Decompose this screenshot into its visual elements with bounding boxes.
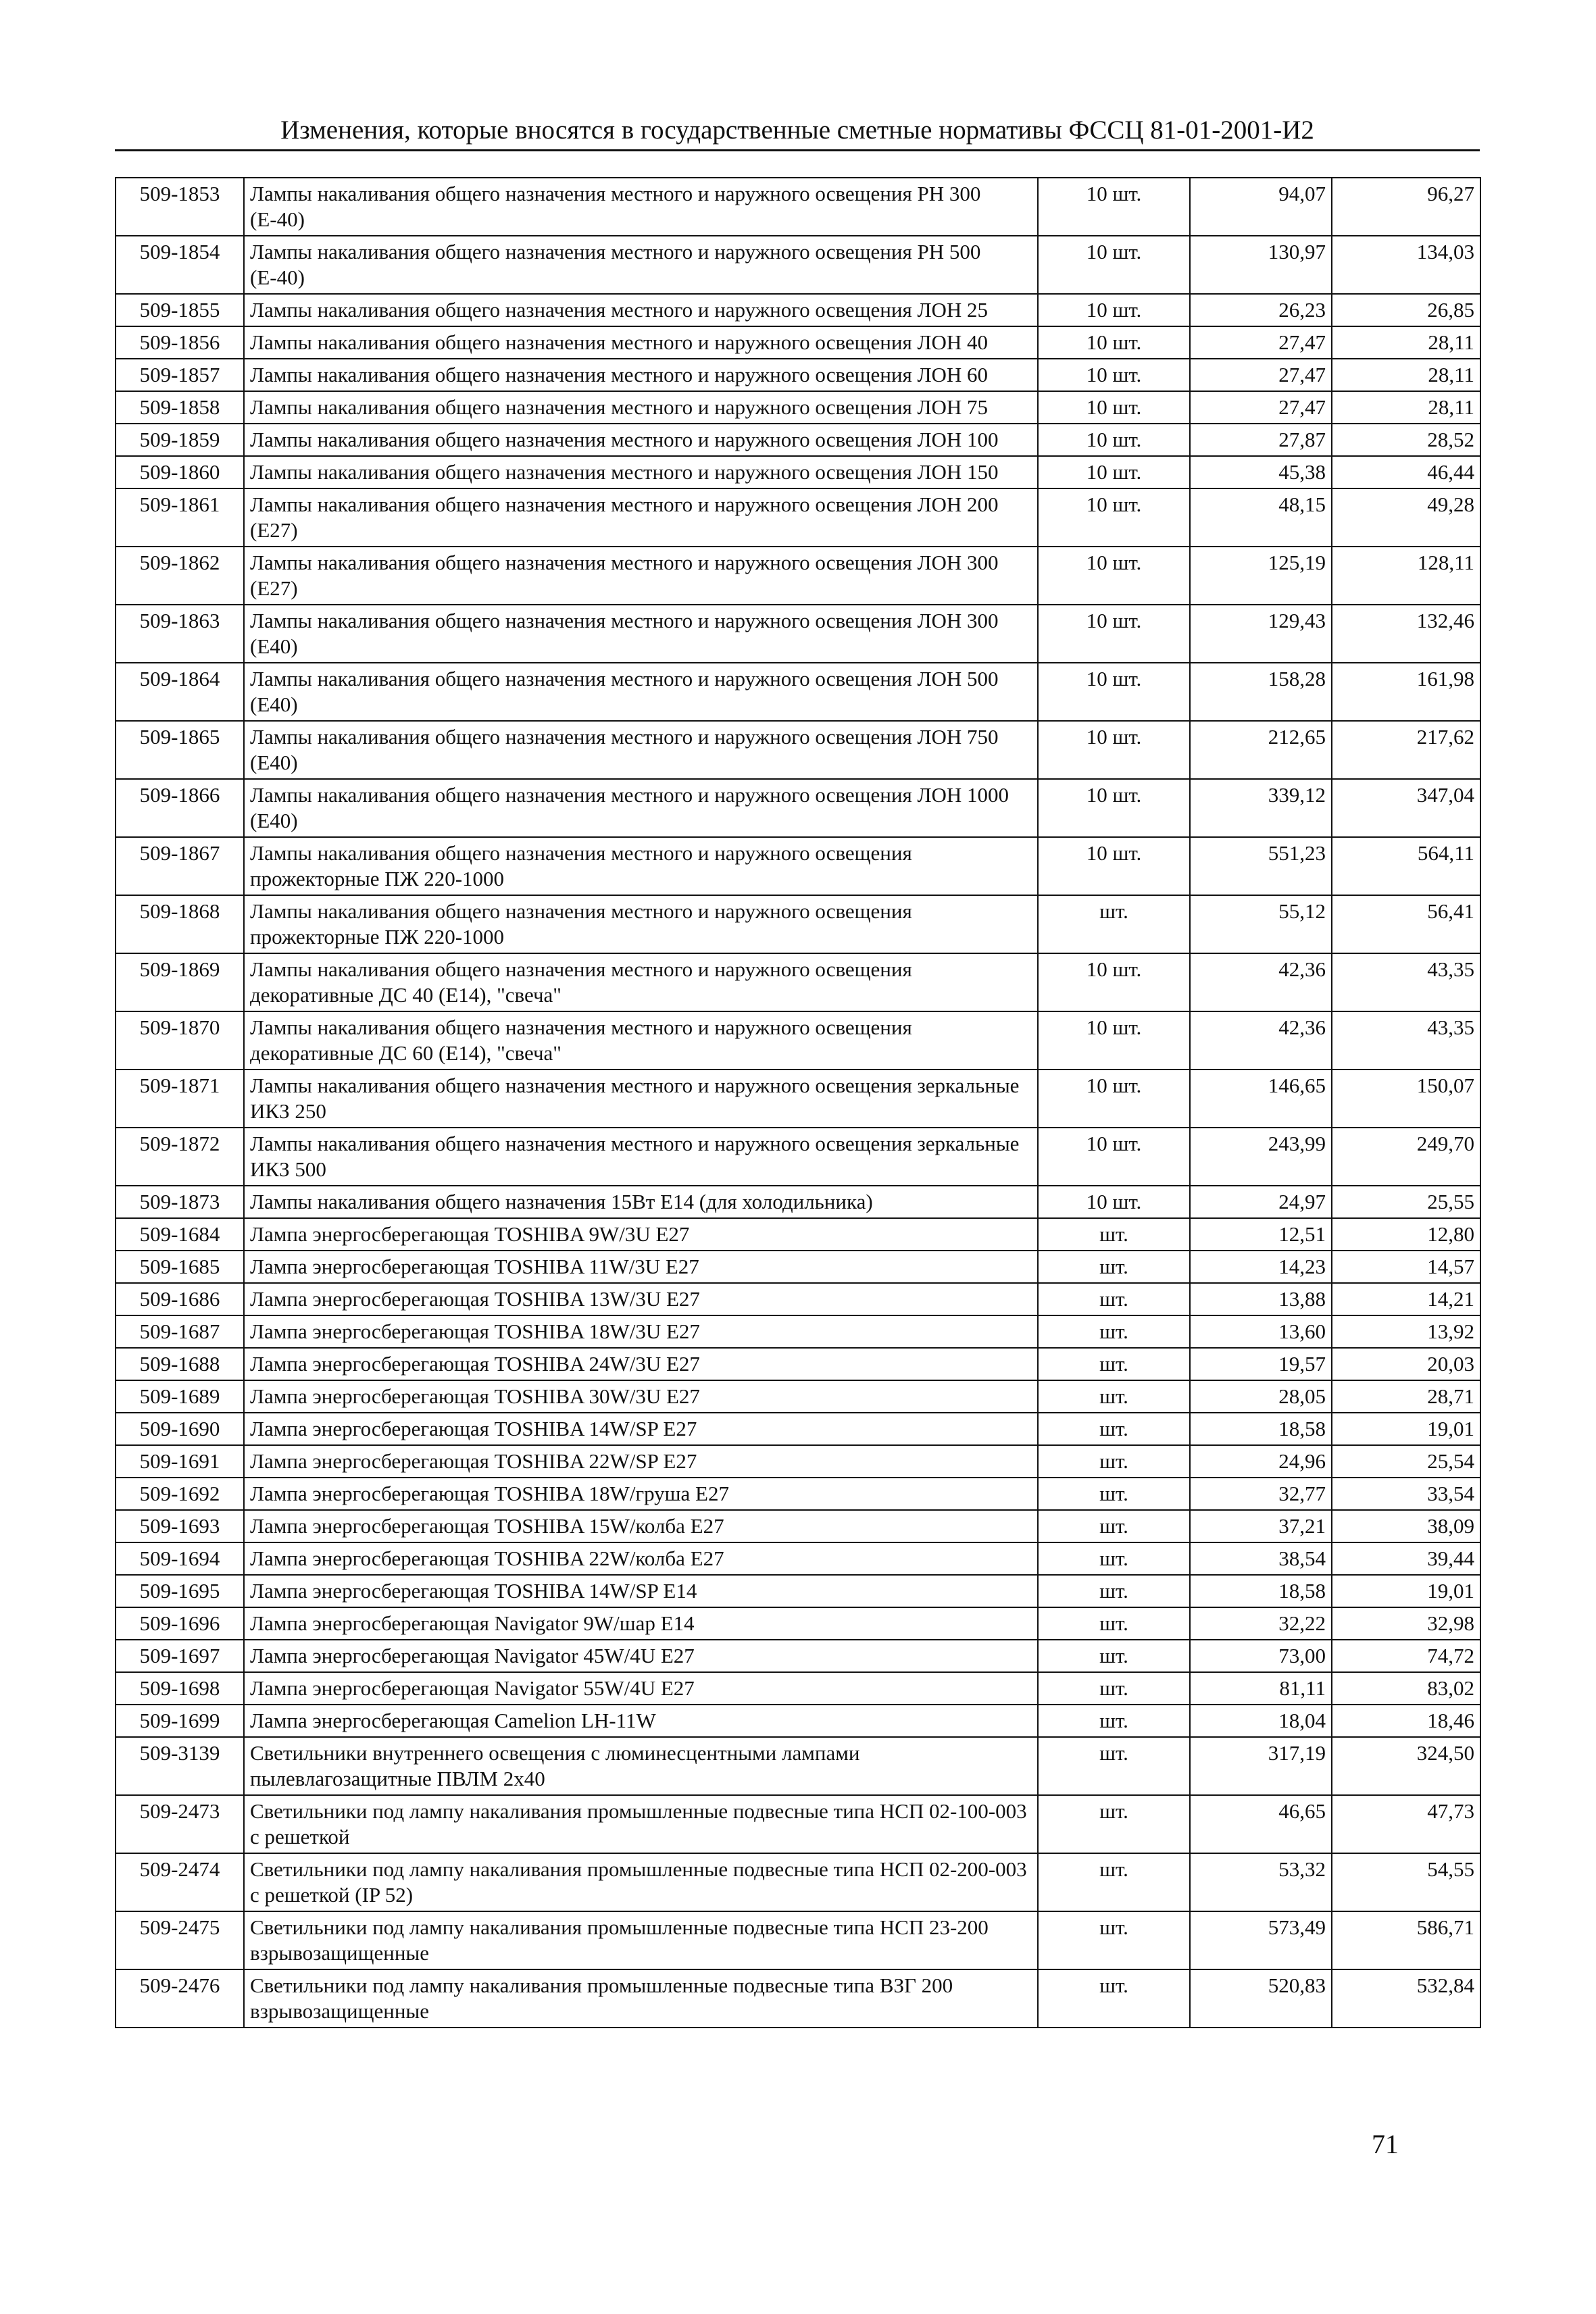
row-price-1: 27,87 <box>1190 424 1332 456</box>
table-row <box>116 1070 1480 1128</box>
row-code: 509-1858 <box>116 391 244 424</box>
row-price-1: 18,04 <box>1190 1705 1332 1737</box>
row-unit: шт. <box>1038 1575 1190 1607</box>
row-name: Лампа энергосберегающая TOSHIBA 13W/3U E27 <box>244 1283 1038 1315</box>
row-name: Лампа энергосберегающая TOSHIBA 18W/3U E27 <box>244 1315 1038 1348</box>
row-price-1: 48,15 <box>1190 488 1332 547</box>
row-price-2: 28,71 <box>1332 1380 1480 1413</box>
row-unit: 10 шт. <box>1038 779 1190 837</box>
row-code: 509-1684 <box>116 1218 244 1251</box>
table-row <box>116 1795 1480 1853</box>
row-price-2: 19,01 <box>1332 1413 1480 1445</box>
row-unit: 10 шт. <box>1038 294 1190 326</box>
row-unit: шт. <box>1038 1478 1190 1510</box>
row-unit: шт. <box>1038 1283 1190 1315</box>
row-code: 509-3139 <box>116 1737 244 1795</box>
row-name: Лампы накаливания общего назначения местного и наружного освещения ЛОН 1000 (Е40) <box>244 779 1038 837</box>
row-code: 509-1699 <box>116 1705 244 1737</box>
table-row <box>116 1911 1480 1969</box>
table-row <box>116 837 1480 895</box>
row-code: 509-1689 <box>116 1380 244 1413</box>
row-code: 509-1855 <box>116 294 244 326</box>
table-row <box>116 1575 1480 1607</box>
row-name: Лампа энергосберегающая TOSHIBA 14W/SP E14 <box>244 1575 1038 1607</box>
row-code: 509-1862 <box>116 547 244 605</box>
row-price-1: 14,23 <box>1190 1251 1332 1283</box>
row-code: 509-1691 <box>116 1445 244 1478</box>
row-name: Лампы накаливания общего назначения местного и наружного освещения РН 300 (Е-40) <box>244 178 1038 236</box>
row-price-2: 18,46 <box>1332 1705 1480 1737</box>
row-unit: 10 шт. <box>1038 236 1190 294</box>
row-code: 509-1688 <box>116 1348 244 1380</box>
row-name: Лампы накаливания общего назначения местного и наружного освещения РН 500 (Е-40) <box>244 236 1038 294</box>
row-name: Лампа энергосберегающая TOSHIBA 22W/SP E27 <box>244 1445 1038 1478</box>
row-price-2: 83,02 <box>1332 1672 1480 1705</box>
row-name: Лампы накаливания общего назначения местного и наружного освещения ЛОН 300 (Е40) <box>244 605 1038 663</box>
row-code: 509-2474 <box>116 1853 244 1911</box>
row-code: 509-1869 <box>116 953 244 1011</box>
row-unit: 10 шт. <box>1038 326 1190 359</box>
row-price-2: 150,07 <box>1332 1070 1480 1128</box>
row-code: 509-1857 <box>116 359 244 391</box>
row-price-1: 45,38 <box>1190 456 1332 488</box>
table-row <box>116 605 1480 663</box>
row-code: 509-1864 <box>116 663 244 721</box>
table-row <box>116 1186 1480 1218</box>
row-name: Лампы накаливания общего назначения местного и наружного освещения ЛОН 40 <box>244 326 1038 359</box>
row-name: Светильники под лампу накаливания промышленные подвесные типа НСП 23-200 взрывозащищенные <box>244 1911 1038 1969</box>
row-price-2: 586,71 <box>1332 1911 1480 1969</box>
row-name: Лампы накаливания общего назначения местного и наружного освещения зеркальные ИКЗ 500 <box>244 1128 1038 1186</box>
row-price-2: 25,54 <box>1332 1445 1480 1478</box>
row-name: Лампа энергосберегающая TOSHIBA 22W/колба E27 <box>244 1542 1038 1575</box>
table-row <box>116 1315 1480 1348</box>
row-code: 509-1853 <box>116 178 244 236</box>
row-price-1: 146,65 <box>1190 1070 1332 1128</box>
table-row <box>116 1672 1480 1705</box>
row-unit: шт. <box>1038 1853 1190 1911</box>
table-row <box>116 1251 1480 1283</box>
row-price-2: 28,11 <box>1332 391 1480 424</box>
row-name: Лампа энергосберегающая Navigator 9W/шар E14 <box>244 1607 1038 1640</box>
row-price-1: 27,47 <box>1190 391 1332 424</box>
row-price-2: 28,11 <box>1332 326 1480 359</box>
row-price-1: 12,51 <box>1190 1218 1332 1251</box>
row-price-1: 19,57 <box>1190 1348 1332 1380</box>
table-row <box>116 236 1480 294</box>
row-name: Лампа энергосберегающая TOSHIBA 14W/SP E27 <box>244 1413 1038 1445</box>
table-row <box>116 1510 1480 1542</box>
row-unit: шт. <box>1038 1445 1190 1478</box>
table-row <box>116 1640 1480 1672</box>
row-price-1: 520,83 <box>1190 1969 1332 2028</box>
row-name: Светильники внутреннего освещения с люминесцентными лампами пылевлагозащитные ПВЛМ 2х40 <box>244 1737 1038 1795</box>
row-code: 509-1695 <box>116 1575 244 1607</box>
row-unit: шт. <box>1038 1672 1190 1705</box>
page-header-title: Изменения, которые вносятся в государственные сметные нормативы ФССЦ 81-01-2001-И2 <box>280 116 1314 145</box>
table-row <box>116 1380 1480 1413</box>
row-name: Лампы накаливания общего назначения местного и наружного освещения ЛОН 500 (Е40) <box>244 663 1038 721</box>
row-name: Лампы накаливания общего назначения местного и наружного освещения ЛОН 200 (Е27) <box>244 488 1038 547</box>
row-code: 509-1867 <box>116 837 244 895</box>
row-price-2: 14,21 <box>1332 1283 1480 1315</box>
row-unit: шт. <box>1038 1542 1190 1575</box>
row-price-1: 18,58 <box>1190 1575 1332 1607</box>
row-price-1: 27,47 <box>1190 359 1332 391</box>
row-unit: 10 шт. <box>1038 391 1190 424</box>
table-row <box>116 1478 1480 1510</box>
row-unit: шт. <box>1038 1510 1190 1542</box>
row-price-2: 74,72 <box>1332 1640 1480 1672</box>
row-unit: шт. <box>1038 1969 1190 2028</box>
row-unit: 10 шт. <box>1038 424 1190 456</box>
row-price-2: 347,04 <box>1332 779 1480 837</box>
row-price-1: 130,97 <box>1190 236 1332 294</box>
row-unit: шт. <box>1038 1705 1190 1737</box>
table-row <box>116 1969 1480 2028</box>
price-table-body <box>116 178 1480 2028</box>
row-price-2: 25,55 <box>1332 1186 1480 1218</box>
row-unit: 10 шт. <box>1038 547 1190 605</box>
table-row <box>116 456 1480 488</box>
row-price-1: 32,77 <box>1190 1478 1332 1510</box>
row-name: Лампа энергосберегающая TOSHIBA 15W/колба E27 <box>244 1510 1038 1542</box>
row-code: 509-1860 <box>116 456 244 488</box>
row-price-1: 81,11 <box>1190 1672 1332 1705</box>
row-code: 509-1698 <box>116 1672 244 1705</box>
row-name: Светильники под лампу накаливания промышленные подвесные типа ВЗГ 200 взрывозащищенные <box>244 1969 1038 2028</box>
table-row <box>116 178 1480 236</box>
row-code: 509-2475 <box>116 1911 244 1969</box>
row-code: 509-1690 <box>116 1413 244 1445</box>
row-name: Лампа энергосберегающая TOSHIBA 24W/3U E27 <box>244 1348 1038 1380</box>
row-code: 509-2473 <box>116 1795 244 1853</box>
table-row <box>116 1607 1480 1640</box>
row-price-1: 212,65 <box>1190 721 1332 779</box>
row-unit: шт. <box>1038 1607 1190 1640</box>
row-code: 509-1873 <box>116 1186 244 1218</box>
table-row <box>116 1853 1480 1911</box>
row-price-1: 46,65 <box>1190 1795 1332 1853</box>
row-code: 509-1859 <box>116 424 244 456</box>
row-price-1: 24,97 <box>1190 1186 1332 1218</box>
row-price-2: 13,92 <box>1332 1315 1480 1348</box>
row-code: 509-1856 <box>116 326 244 359</box>
row-unit: шт. <box>1038 1251 1190 1283</box>
row-code: 509-1872 <box>116 1128 244 1186</box>
row-name: Лампа энергосберегающая Camelion LH-11W <box>244 1705 1038 1737</box>
table-row <box>116 391 1480 424</box>
row-price-1: 42,36 <box>1190 1011 1332 1070</box>
row-price-1: 38,54 <box>1190 1542 1332 1575</box>
row-price-2: 39,44 <box>1332 1542 1480 1575</box>
row-unit: шт. <box>1038 1737 1190 1795</box>
row-unit: 10 шт. <box>1038 1128 1190 1186</box>
row-price-2: 56,41 <box>1332 895 1480 953</box>
row-price-2: 43,35 <box>1332 1011 1480 1070</box>
row-name: Лампы накаливания общего назначения 15Вт Е14 (для холодильника) <box>244 1186 1038 1218</box>
row-price-1: 18,58 <box>1190 1413 1332 1445</box>
row-unit: 10 шт. <box>1038 178 1190 236</box>
price-table <box>115 177 1481 2028</box>
row-unit: 10 шт. <box>1038 456 1190 488</box>
row-price-2: 46,44 <box>1332 456 1480 488</box>
row-unit: шт. <box>1038 1315 1190 1348</box>
row-name: Лампа энергосберегающая TOSHIBA 11W/3U E27 <box>244 1251 1038 1283</box>
row-price-1: 243,99 <box>1190 1128 1332 1186</box>
row-unit: 10 шт. <box>1038 721 1190 779</box>
row-price-1: 73,00 <box>1190 1640 1332 1672</box>
row-unit: 10 шт. <box>1038 663 1190 721</box>
row-unit: 10 шт. <box>1038 359 1190 391</box>
row-name: Лампа энергосберегающая TOSHIBA 18W/груша E27 <box>244 1478 1038 1510</box>
row-price-2: 33,54 <box>1332 1478 1480 1510</box>
row-name: Лампы накаливания общего назначения местного и наружного освещения ЛОН 150 <box>244 456 1038 488</box>
table-row <box>116 1218 1480 1251</box>
row-code: 509-1693 <box>116 1510 244 1542</box>
row-price-2: 28,52 <box>1332 424 1480 456</box>
row-price-2: 12,80 <box>1332 1218 1480 1251</box>
row-unit: шт. <box>1038 1795 1190 1853</box>
row-price-1: 28,05 <box>1190 1380 1332 1413</box>
table-row <box>116 359 1480 391</box>
row-price-2: 96,27 <box>1332 178 1480 236</box>
table-row <box>116 953 1480 1011</box>
row-price-2: 132,46 <box>1332 605 1480 663</box>
row-price-1: 32,22 <box>1190 1607 1332 1640</box>
row-name: Лампы накаливания общего назначения местного и наружного освещения ЛОН 75 <box>244 391 1038 424</box>
table-row <box>116 1128 1480 1186</box>
row-price-2: 128,11 <box>1332 547 1480 605</box>
row-code: 509-1685 <box>116 1251 244 1283</box>
row-unit: шт. <box>1038 1413 1190 1445</box>
row-price-2: 14,57 <box>1332 1251 1480 1283</box>
row-price-2: 38,09 <box>1332 1510 1480 1542</box>
row-name: Лампы накаливания общего назначения местного и наружного освещения ЛОН 60 <box>244 359 1038 391</box>
table-row <box>116 721 1480 779</box>
row-unit: 10 шт. <box>1038 1011 1190 1070</box>
row-code: 509-1692 <box>116 1478 244 1510</box>
row-price-2: 161,98 <box>1332 663 1480 721</box>
row-code: 509-1694 <box>116 1542 244 1575</box>
row-price-2: 49,28 <box>1332 488 1480 547</box>
row-code: 509-1854 <box>116 236 244 294</box>
row-code: 509-1868 <box>116 895 244 953</box>
row-code: 509-1697 <box>116 1640 244 1672</box>
row-price-1: 26,23 <box>1190 294 1332 326</box>
row-code: 509-1871 <box>116 1070 244 1128</box>
row-price-1: 53,32 <box>1190 1853 1332 1911</box>
row-code: 509-2476 <box>116 1969 244 2028</box>
row-unit: 10 шт. <box>1038 1186 1190 1218</box>
row-price-1: 125,19 <box>1190 547 1332 605</box>
row-price-2: 32,98 <box>1332 1607 1480 1640</box>
row-unit: 10 шт. <box>1038 1070 1190 1128</box>
row-price-2: 564,11 <box>1332 837 1480 895</box>
row-price-2: 20,03 <box>1332 1348 1480 1380</box>
row-name: Лампы накаливания общего назначения местного и наружного освещения декоративные ДС 40 (Е14), "свеча" <box>244 953 1038 1011</box>
row-unit: шт. <box>1038 1911 1190 1969</box>
row-unit: шт. <box>1038 1640 1190 1672</box>
row-price-1: 27,47 <box>1190 326 1332 359</box>
table-row <box>116 663 1480 721</box>
table-row <box>116 1011 1480 1070</box>
row-price-2: 28,11 <box>1332 359 1480 391</box>
row-name: Лампы накаливания общего назначения местного и наружного освещения декоративные ДС 60 (Е14), "свеча" <box>244 1011 1038 1070</box>
row-name: Лампы накаливания общего назначения местного и наружного освещения ЛОН 25 <box>244 294 1038 326</box>
table-row <box>116 1413 1480 1445</box>
row-price-2: 249,70 <box>1332 1128 1480 1186</box>
row-name: Лампы накаливания общего назначения местного и наружного освещения зеркальные ИКЗ 250 <box>244 1070 1038 1128</box>
row-name: Лампы накаливания общего назначения местного и наружного освещения прожекторные ПЖ 220-1000 <box>244 895 1038 953</box>
row-code: 509-1866 <box>116 779 244 837</box>
table-row <box>116 488 1480 547</box>
header-rule <box>115 149 1480 151</box>
row-price-1: 158,28 <box>1190 663 1332 721</box>
page-number: 71 <box>1372 2129 1399 2159</box>
table-row <box>116 895 1480 953</box>
row-name: Лампа энергосберегающая Navigator 55W/4U E27 <box>244 1672 1038 1705</box>
row-unit: 10 шт. <box>1038 837 1190 895</box>
row-code: 509-1686 <box>116 1283 244 1315</box>
table-row <box>116 1737 1480 1795</box>
table-row <box>116 1705 1480 1737</box>
row-code: 509-1696 <box>116 1607 244 1640</box>
row-price-1: 339,12 <box>1190 779 1332 837</box>
row-price-1: 13,60 <box>1190 1315 1332 1348</box>
row-code: 509-1870 <box>116 1011 244 1070</box>
row-price-1: 573,49 <box>1190 1911 1332 1969</box>
row-price-1: 37,21 <box>1190 1510 1332 1542</box>
row-price-2: 134,03 <box>1332 236 1480 294</box>
table-row <box>116 1542 1480 1575</box>
row-name: Лампы накаливания общего назначения местного и наружного освещения ЛОН 100 <box>244 424 1038 456</box>
row-price-2: 26,85 <box>1332 294 1480 326</box>
row-code: 509-1865 <box>116 721 244 779</box>
row-unit: 10 шт. <box>1038 605 1190 663</box>
row-unit: шт. <box>1038 895 1190 953</box>
row-price-2: 532,84 <box>1332 1969 1480 2028</box>
row-price-2: 19,01 <box>1332 1575 1480 1607</box>
table-row <box>116 1445 1480 1478</box>
row-price-2: 324,50 <box>1332 1737 1480 1795</box>
row-price-1: 317,19 <box>1190 1737 1332 1795</box>
row-code: 509-1861 <box>116 488 244 547</box>
row-unit: 10 шт. <box>1038 488 1190 547</box>
row-name: Лампа энергосберегающая TOSHIBA 9W/3U E27 <box>244 1218 1038 1251</box>
table-row <box>116 1348 1480 1380</box>
table-row <box>116 326 1480 359</box>
row-name: Лампы накаливания общего назначения местного и наружного освещения ЛОН 750 (Е40) <box>244 721 1038 779</box>
table-row <box>116 547 1480 605</box>
row-name: Лампа энергосберегающая TOSHIBA 30W/3U E27 <box>244 1380 1038 1413</box>
table-row <box>116 779 1480 837</box>
row-price-1: 24,96 <box>1190 1445 1332 1478</box>
row-price-2: 43,35 <box>1332 953 1480 1011</box>
row-name: Светильники под лампу накаливания промышленные подвесные типа НСП 02-100-003 с решеткой <box>244 1795 1038 1853</box>
row-code: 509-1687 <box>116 1315 244 1348</box>
row-name: Светильники под лампу накаливания промышленные подвесные типа НСП 02-200-003 с решеткой (IP 52) <box>244 1853 1038 1911</box>
row-price-2: 217,62 <box>1332 721 1480 779</box>
row-price-1: 551,23 <box>1190 837 1332 895</box>
row-unit: шт. <box>1038 1218 1190 1251</box>
table-row <box>116 294 1480 326</box>
row-price-1: 129,43 <box>1190 605 1332 663</box>
row-unit: шт. <box>1038 1348 1190 1380</box>
row-price-1: 42,36 <box>1190 953 1332 1011</box>
row-unit: шт. <box>1038 1380 1190 1413</box>
row-price-2: 54,55 <box>1332 1853 1480 1911</box>
row-price-1: 55,12 <box>1190 895 1332 953</box>
row-name: Лампы накаливания общего назначения местного и наружного освещения прожекторные ПЖ 220-1000 <box>244 837 1038 895</box>
row-price-2: 47,73 <box>1332 1795 1480 1853</box>
table-row <box>116 424 1480 456</box>
row-name: Лампа энергосберегающая Navigator 45W/4U E27 <box>244 1640 1038 1672</box>
row-name: Лампы накаливания общего назначения местного и наружного освещения ЛОН 300 (Е27) <box>244 547 1038 605</box>
row-unit: 10 шт. <box>1038 953 1190 1011</box>
table-row <box>116 1283 1480 1315</box>
row-price-1: 94,07 <box>1190 178 1332 236</box>
row-price-1: 13,88 <box>1190 1283 1332 1315</box>
row-code: 509-1863 <box>116 605 244 663</box>
